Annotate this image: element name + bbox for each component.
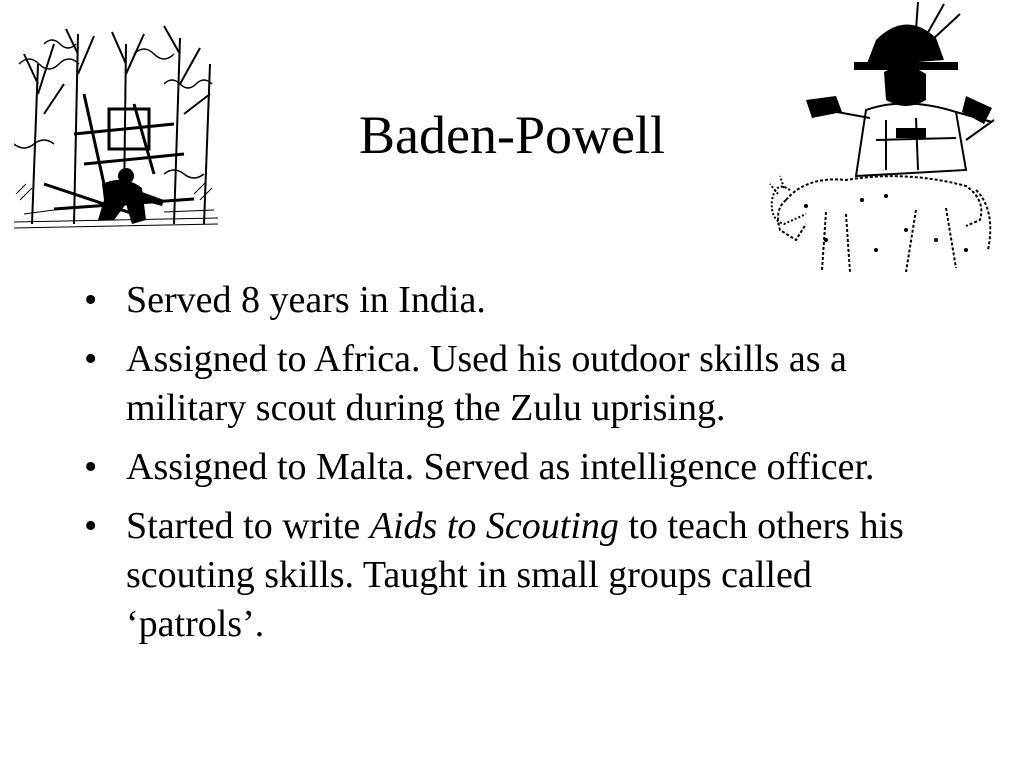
- bullet-text: Assigned to Africa. Used his outdoor skills as a military scout during the Zulu uprising.: [126, 338, 847, 429]
- bullet-marker: •: [84, 279, 98, 321]
- list-item: [84, 276, 944, 325]
- list-item: [84, 335, 944, 433]
- bullet-text-before: Started to write: [126, 505, 370, 547]
- bullet-list: [84, 276, 944, 659]
- bullet-text: Assigned to Malta. Served as intelligence officer.: [126, 446, 875, 488]
- bullet-text: Served 8 years in India.: [126, 279, 486, 321]
- bullet-marker: •: [84, 446, 98, 488]
- slide-title: Baden-Powell: [359, 105, 665, 165]
- list-item: [84, 443, 944, 492]
- bullet-marker: •: [84, 505, 98, 547]
- book-title: Aids to Scouting: [369, 505, 619, 547]
- bullet-text-after: to teach others his scouting skills. Taught in small groups called ‘patrols’.: [126, 505, 904, 645]
- list-item: [84, 502, 944, 649]
- bullet-marker: •: [84, 338, 98, 380]
